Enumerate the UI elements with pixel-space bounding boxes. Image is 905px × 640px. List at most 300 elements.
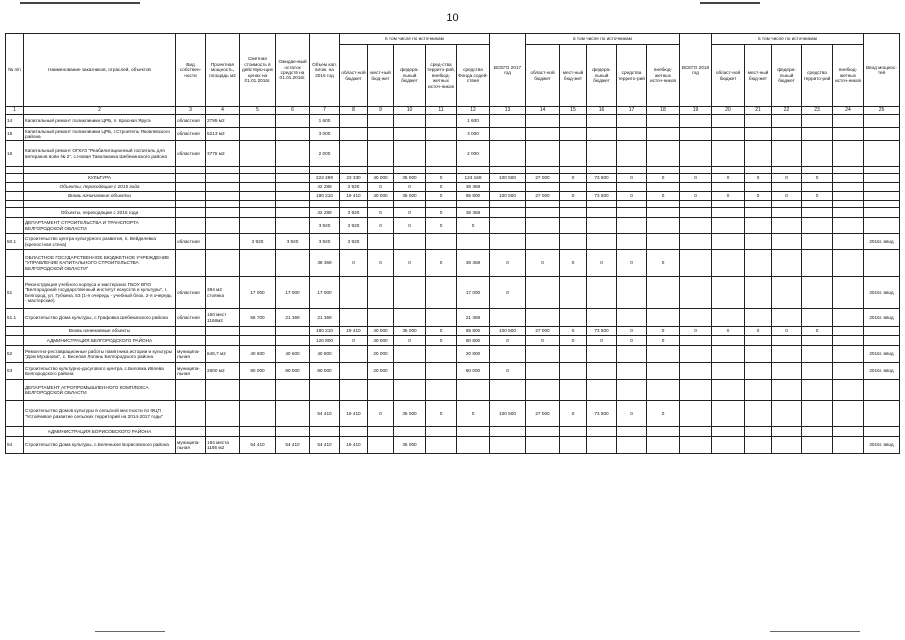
table-cell: 20 000 — [368, 363, 394, 380]
table-cell — [276, 141, 310, 167]
table-cell: 0 — [560, 327, 587, 336]
table-cell — [587, 309, 617, 327]
table-cell: Капитальный ремонт поликлиники ЦРБ, г.Строитель Яковлевского района — [24, 128, 176, 141]
table-cell: 0 — [368, 183, 394, 192]
table-cell — [368, 115, 394, 128]
table-cell — [745, 380, 772, 401]
table-cell — [680, 401, 712, 427]
table-cell — [802, 234, 833, 250]
table-cell — [340, 380, 368, 401]
table-cell — [490, 201, 526, 208]
table-cell — [712, 250, 745, 277]
table-cell — [526, 167, 560, 174]
table-cell — [6, 201, 24, 208]
table-cell — [745, 183, 772, 192]
table-cell: 0 — [490, 363, 526, 380]
table-cell: 27 000 — [526, 174, 560, 183]
table-cell: 2016г. ввод — [864, 277, 900, 309]
hdr-group-2016: в том числе по источникам — [340, 34, 490, 45]
table-cell — [276, 427, 310, 437]
table-cell — [802, 437, 833, 454]
table-cell — [6, 208, 24, 218]
column-number: 9 — [368, 107, 394, 115]
table-cell: муниципа-льная — [176, 346, 206, 363]
table-cell — [276, 183, 310, 192]
hdr-commission: Ввод мощнос-тей — [864, 34, 900, 107]
table-cell: 21 369 — [457, 309, 490, 327]
table-cell — [745, 141, 772, 167]
table-cell: КУЛЬТУРА — [24, 174, 176, 183]
table-cell: 55 700 — [240, 309, 276, 327]
table-cell — [6, 174, 24, 183]
table-cell: муниципа-льная — [176, 437, 206, 454]
table-row — [6, 218, 900, 234]
table-cell — [647, 128, 680, 141]
table-cell: областная — [176, 234, 206, 250]
table-cell — [647, 234, 680, 250]
column-number: 3 — [176, 107, 206, 115]
hdr-regional: област-ной бюджет — [712, 45, 745, 107]
table-row — [6, 346, 900, 363]
table-cell — [6, 192, 24, 201]
table-cell — [240, 380, 276, 401]
column-number: 10 — [394, 107, 426, 115]
table-cell: 0 — [426, 401, 457, 427]
table-cell: 0 — [490, 250, 526, 277]
table-cell — [745, 201, 772, 208]
hdr-group-2017: в том числе по источникам — [526, 34, 680, 45]
table-cell — [394, 277, 426, 309]
table-cell — [864, 167, 900, 174]
table-cell — [490, 218, 526, 234]
table-cell: 0 — [394, 250, 426, 277]
table-cell — [457, 234, 490, 250]
table-cell: Строительство культурно-досугового центра, с.Беловка Ивлева Белгородского района — [24, 363, 176, 380]
table-cell — [394, 141, 426, 167]
table-cell: 3775 м2 — [206, 141, 240, 167]
table-cell — [745, 401, 772, 427]
table-cell — [176, 427, 206, 437]
table-cell: 0 — [368, 208, 394, 218]
table-cell — [426, 234, 457, 250]
table-cell — [560, 234, 587, 250]
table-cell: 14 — [6, 115, 24, 128]
table-cell: 0 — [617, 401, 647, 427]
table-cell: Капитальный ремонт поликлиники ЦРБ, п. Красная Яруга — [24, 115, 176, 128]
table-cell — [394, 380, 426, 401]
table-cell — [864, 192, 900, 201]
table-cell — [712, 309, 745, 327]
table-cell — [712, 427, 745, 437]
table-cell — [745, 115, 772, 128]
table-cell: 0 — [340, 336, 368, 346]
table-cell — [712, 183, 745, 192]
table-cell — [240, 336, 276, 346]
hdr-regional: област-ной бюджет — [340, 45, 368, 107]
table-cell: 50.1 — [6, 234, 24, 250]
table-cell — [587, 208, 617, 218]
table-row — [6, 183, 900, 192]
table-cell — [647, 183, 680, 192]
table-cell — [240, 201, 276, 208]
table-cell — [206, 401, 240, 427]
table-cell — [206, 234, 240, 250]
table-cell: 16 — [6, 141, 24, 167]
table-cell: 53 — [6, 363, 24, 380]
table-cell — [526, 427, 560, 437]
table-cell: 21 369 — [276, 309, 310, 327]
column-number: 19 — [680, 107, 712, 115]
table-cell — [426, 128, 457, 141]
table-cell: 0 — [394, 218, 426, 234]
table-cell: 3 920 — [310, 234, 340, 250]
table-cell — [833, 437, 864, 454]
table-cell — [833, 336, 864, 346]
table-cell — [712, 363, 745, 380]
table-cell: 27 000 — [526, 192, 560, 201]
table-cell — [712, 401, 745, 427]
table-cell — [864, 401, 900, 427]
table-cell: областная — [176, 277, 206, 309]
table-cell — [394, 427, 426, 437]
table-cell: 73 500 — [587, 401, 617, 427]
table-cell: 3 920 — [340, 183, 368, 192]
table-cell — [368, 128, 394, 141]
table-cell — [833, 218, 864, 234]
table-cell — [6, 183, 24, 192]
table-cell — [680, 128, 712, 141]
table-cell — [526, 309, 560, 327]
table-cell — [490, 234, 526, 250]
column-number: 1 — [6, 107, 24, 115]
table-cell — [864, 141, 900, 167]
table-cell: 40 000 — [368, 192, 394, 201]
table-cell — [680, 218, 712, 234]
table-cell — [712, 346, 745, 363]
table-cell — [368, 380, 394, 401]
table-cell: АДМИНИСТРАЦИЯ БОРИСОВСКОГО РАЙОНА — [24, 427, 176, 437]
table-cell — [526, 141, 560, 167]
table-cell: 21 369 — [310, 309, 340, 327]
table-cell: 0 — [368, 401, 394, 427]
table-cell — [864, 250, 900, 277]
table-cell — [864, 183, 900, 192]
table-cell — [617, 234, 647, 250]
table-cell — [802, 363, 833, 380]
table-cell — [560, 115, 587, 128]
table-cell — [617, 363, 647, 380]
table-cell — [772, 167, 802, 174]
table-row — [6, 277, 900, 309]
table-row — [6, 380, 900, 401]
table-cell — [368, 201, 394, 208]
table-cell — [240, 250, 276, 277]
table-cell — [587, 218, 617, 234]
table-cell — [176, 208, 206, 218]
table-cell — [490, 141, 526, 167]
scan-edge-bottom — [95, 631, 165, 632]
table-row — [6, 363, 900, 380]
table-cell — [24, 167, 176, 174]
table-cell — [833, 141, 864, 167]
table-cell — [647, 380, 680, 401]
table-cell — [802, 277, 833, 309]
table-cell — [490, 427, 526, 437]
table-cell — [276, 192, 310, 201]
table-cell — [560, 380, 587, 401]
table-cell — [176, 218, 206, 234]
table-cell — [310, 380, 340, 401]
table-cell — [680, 201, 712, 208]
table-cell — [310, 427, 340, 437]
table-row — [6, 128, 900, 141]
table-cell — [617, 437, 647, 454]
table-cell — [587, 141, 617, 167]
table-cell — [680, 277, 712, 309]
table-cell: ДЕПАРТАМЕНТ АГРОПРОМЫШЛЕННОГО КОМПЛЕКСА БЕЛГОРОДСКОЙ ОБЛАСТИ — [24, 380, 176, 401]
table-cell: 2 000 — [457, 141, 490, 167]
table-cell — [680, 141, 712, 167]
table-cell: 0 — [426, 250, 457, 277]
table-cell — [712, 208, 745, 218]
table-cell: 80 000 — [310, 363, 340, 380]
table-cell — [526, 363, 560, 380]
column-number: 25 — [864, 107, 900, 115]
hdr-local: мест-ный бюд-жет — [560, 45, 587, 107]
table-cell — [647, 208, 680, 218]
table-cell — [206, 218, 240, 234]
column-number: 16 — [587, 107, 617, 115]
table-cell: Вновь начинаемые объекты — [24, 192, 176, 201]
hdr-fund: средства Фонда содей-ствия — [457, 45, 490, 107]
table-cell: 384 м2 стоянка — [206, 277, 240, 309]
table-row — [6, 115, 900, 128]
table-cell — [240, 141, 276, 167]
table-cell: Ремонтно-реставрационные работы памятника истории и культуры "Дом Муханова", с. Веселая Лопань Белгородского района — [24, 346, 176, 363]
table-cell — [712, 336, 745, 346]
table-cell: 54 410 — [276, 437, 310, 454]
table-cell: Объекты, переходящие с 2015 года — [24, 208, 176, 218]
table-cell — [680, 208, 712, 218]
page-number: 10 — [446, 12, 459, 24]
hdr-local: мест-ный бюд-жет — [368, 45, 394, 107]
table-cell: 35 000 — [394, 174, 426, 183]
table-row — [6, 437, 900, 454]
hdr-regional: област-ной бюджет — [526, 45, 560, 107]
table-cell — [560, 346, 587, 363]
table-cell: 54 410 — [310, 437, 340, 454]
table-cell — [587, 201, 617, 208]
table-cell: 0 — [647, 401, 680, 427]
hdr-total-2017: ВСЕГО 2017 год — [490, 34, 526, 107]
table-cell — [340, 141, 368, 167]
table-cell — [833, 234, 864, 250]
table-cell — [490, 128, 526, 141]
table-cell: 194 места 1186 м2 — [206, 437, 240, 454]
table-cell: 0 — [426, 208, 457, 218]
table-cell — [833, 346, 864, 363]
table-cell: 3 920 — [340, 218, 368, 234]
hdr-federal: федера-льный бюджет — [394, 45, 426, 107]
table-cell — [426, 277, 457, 309]
table-cell — [772, 380, 802, 401]
table-cell — [587, 234, 617, 250]
table-cell: 73 500 — [587, 174, 617, 183]
table-cell: 2600 м2 — [206, 363, 240, 380]
table-cell — [276, 218, 310, 234]
table-cell: 38 369 — [310, 250, 340, 277]
table-row — [6, 208, 900, 218]
table-cell: 150 мест 1168м2 — [206, 309, 240, 327]
table-cell — [745, 167, 772, 174]
table-cell: 42 289 — [310, 208, 340, 218]
table-cell — [772, 363, 802, 380]
hdr-kind: Вид собствен-ности — [176, 34, 206, 107]
table-cell: 0 — [680, 327, 712, 336]
table-cell — [206, 327, 240, 336]
table-cell: 0 — [647, 336, 680, 346]
table-cell — [276, 208, 310, 218]
table-cell — [457, 437, 490, 454]
table-cell: 0 — [560, 192, 587, 201]
table-cell: 60 000 — [457, 363, 490, 380]
table-cell — [368, 234, 394, 250]
table-cell: 20 000 — [368, 346, 394, 363]
table-cell — [802, 141, 833, 167]
table-cell — [587, 437, 617, 454]
column-number: 17 — [617, 107, 647, 115]
table-row — [6, 336, 900, 346]
hdr-estimate: Сметная стоимость в действую-щих ценах на 01.01.2016г. — [240, 34, 276, 107]
table-cell — [680, 115, 712, 128]
table-cell: 0 — [394, 183, 426, 192]
table-cell: 0 — [712, 192, 745, 201]
table-cell — [864, 327, 900, 336]
table-cell: 2 000 — [310, 141, 340, 167]
table-cell — [457, 380, 490, 401]
table-cell — [526, 234, 560, 250]
table-cell — [206, 380, 240, 401]
table-cell — [833, 401, 864, 427]
table-cell — [647, 363, 680, 380]
table-cell — [240, 427, 276, 437]
table-cell: 0 — [617, 327, 647, 336]
table-cell — [802, 401, 833, 427]
table-cell — [647, 218, 680, 234]
table-cell — [680, 346, 712, 363]
table-cell: Строительство Домов культуры в сельской местности по ФЦП "Устойчивое развитие сельских территорий на 2014-2017 годы" — [24, 401, 176, 427]
table-cell: 54 410 — [310, 401, 340, 427]
table-cell: 180 210 — [310, 327, 340, 336]
hdr-name: Наименование заказчиков, отраслей, объектов — [24, 34, 176, 107]
table-cell: 0 — [526, 336, 560, 346]
table-cell — [490, 115, 526, 128]
scan-edge-top — [20, 2, 140, 4]
table-cell: Строительство центра культурного развития, п. Вейделевка (крепостная стена) — [24, 234, 176, 250]
table-cell — [24, 201, 176, 208]
table-cell — [772, 183, 802, 192]
table-cell — [457, 167, 490, 174]
table-cell: ДЕПАРТАМЕНТ СТРОИТЕЛЬСТВА И ТРАНСПОРТА БЕЛГОРОДСКОЙ ОБЛАСТИ — [24, 218, 176, 234]
table-cell — [368, 437, 394, 454]
table-cell — [426, 167, 457, 174]
hdr-territory: сред-ства террито-рий, внебюд-жетных источ-ников — [426, 45, 457, 107]
table-cell — [745, 277, 772, 309]
table-cell: 0 — [426, 174, 457, 183]
table-cell — [6, 218, 24, 234]
table-cell: 0 — [340, 250, 368, 277]
table-cell: 0 — [368, 218, 394, 234]
table-cell — [340, 309, 368, 327]
table-cell — [394, 363, 426, 380]
table-cell: 0 — [745, 174, 772, 183]
table-cell — [394, 167, 426, 174]
table-cell — [276, 401, 310, 427]
table-cell — [617, 183, 647, 192]
table-cell — [206, 208, 240, 218]
table-cell: 19 410 — [340, 437, 368, 454]
table-cell — [772, 437, 802, 454]
table-cell: 0 — [526, 250, 560, 277]
table-cell — [176, 401, 206, 427]
table-cell — [240, 167, 276, 174]
table-cell — [802, 380, 833, 401]
table-cell — [647, 277, 680, 309]
table-cell — [276, 128, 310, 141]
table-cell — [772, 250, 802, 277]
table-cell — [745, 234, 772, 250]
column-number: 4 — [206, 107, 240, 115]
table-cell — [772, 336, 802, 346]
table-cell — [560, 128, 587, 141]
table-cell: Строительство Дома культуры, с.Беленькое Борисовского района — [24, 437, 176, 454]
table-cell: областная — [176, 309, 206, 327]
table-cell: 73 500 — [587, 192, 617, 201]
table-cell — [864, 174, 900, 183]
table-cell — [802, 128, 833, 141]
table-cell: 0 — [617, 192, 647, 201]
table-cell — [176, 192, 206, 201]
table-cell: 0 — [490, 336, 526, 346]
table-cell — [6, 380, 24, 401]
table-row — [6, 327, 900, 336]
table-cell — [276, 174, 310, 183]
table-cell — [176, 380, 206, 401]
table-cell — [426, 141, 457, 167]
table-cell: 1 600 — [310, 115, 340, 128]
table-cell — [587, 427, 617, 437]
table-cell — [745, 128, 772, 141]
table-cell: 52 — [6, 346, 24, 363]
column-number: 21 — [745, 107, 772, 115]
table-cell — [864, 218, 900, 234]
table-cell: 0 — [426, 183, 457, 192]
table-cell: 35 000 — [394, 192, 426, 201]
hdr-expected: Ожидае-мый остаток средств на 01.01.2016г. — [276, 34, 310, 107]
table-cell: 19 410 — [340, 327, 368, 336]
table-cell — [526, 380, 560, 401]
table-cell — [340, 363, 368, 380]
table-cell — [617, 277, 647, 309]
table-row — [6, 192, 900, 201]
table-cell — [712, 218, 745, 234]
table-cell — [276, 115, 310, 128]
table-cell — [802, 309, 833, 327]
table-cell — [680, 336, 712, 346]
table-cell — [833, 174, 864, 183]
table-cell: 0 — [368, 250, 394, 277]
table-cell — [680, 183, 712, 192]
